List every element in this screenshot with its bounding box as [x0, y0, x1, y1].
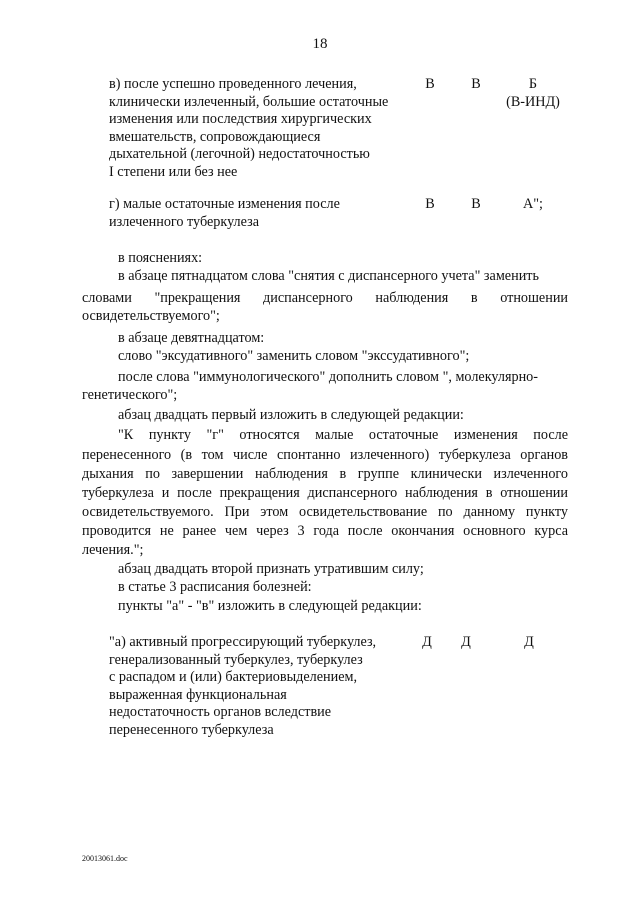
- body-line: освидетельствуемого";: [82, 308, 220, 324]
- row-v-col2: В: [471, 76, 481, 92]
- row-a-col2: Д: [461, 634, 471, 650]
- row-g-col1: В: [425, 196, 435, 212]
- file-name-footer: 20013061.doc: [82, 854, 128, 863]
- body-line: туберкулеза и после прекращения диспансерного наблюдения в отношении: [82, 485, 568, 501]
- body-line: в абзаце пятнадцатом слова "снятия с диспансерного учета" заменить: [118, 268, 539, 284]
- body-line: после слова "иммунологического" дополнить словом ", молекулярно-: [118, 369, 538, 385]
- body-line: дыхания по завершении наблюдения в группе клинически излеченного: [82, 466, 568, 482]
- row-g-label: г) малые остаточные изменения после излеченного туберкулеза: [109, 196, 340, 230]
- row-a-col1: Д: [422, 634, 432, 650]
- body-line: лечения.";: [82, 542, 144, 558]
- row-v-col1: В: [425, 76, 435, 92]
- body-line: в пояснениях:: [118, 250, 203, 266]
- body-line: перенесенного (в том числе спонтанно излеченного) туберкулеза органов: [82, 447, 568, 463]
- body-line: "К пункту "г" относятся малые остаточные изменения после: [118, 427, 568, 443]
- body-line: словами "прекращения диспансерного наблюдения в отношении: [82, 290, 568, 306]
- page-number: 18: [312, 36, 328, 52]
- body-line: слово "эксудативного" заменить словом "экссудативного";: [118, 348, 470, 364]
- row-v-col3: Б (В-ИНД): [506, 76, 560, 110]
- body-line: в абзаце девятнадцатом:: [118, 330, 265, 346]
- body-line: освидетельствуемого. При этом освидетельствование по данному пункту: [82, 504, 568, 520]
- body-line: абзац двадцать второй признать утратившим силу;: [118, 561, 424, 577]
- row-g-col2: В: [471, 196, 481, 212]
- body-line: абзац двадцать первый изложить в следующей редакции:: [118, 407, 464, 423]
- row-v-label: в) после успешно проведенного лечения, клинически излеченный, большие остаточные изменения или последствия хирургических вмешательств, сопровождающиеся дыхательной (легочной) недостаточностью I степени или без нее: [109, 76, 389, 180]
- row-a-col3: Д: [524, 634, 534, 650]
- row-g-col3: А";: [523, 196, 543, 212]
- body-line: проводится не ранее чем через 3 года после окончания основного курса: [82, 523, 568, 539]
- body-line: в статье 3 расписания болезней:: [118, 579, 312, 595]
- row-a-label: "а) активный прогрессирующий туберкулез, генерализованный туберкулез, туберкулез с распадом и (или) бактериовыделением, выраженная функциональная недостаточность органов вследствие перенесенного туберкулеза: [109, 634, 377, 738]
- body-line: генетического";: [82, 387, 178, 403]
- body-line: пункты "а" - "в" изложить в следующей редакции:: [118, 598, 422, 614]
